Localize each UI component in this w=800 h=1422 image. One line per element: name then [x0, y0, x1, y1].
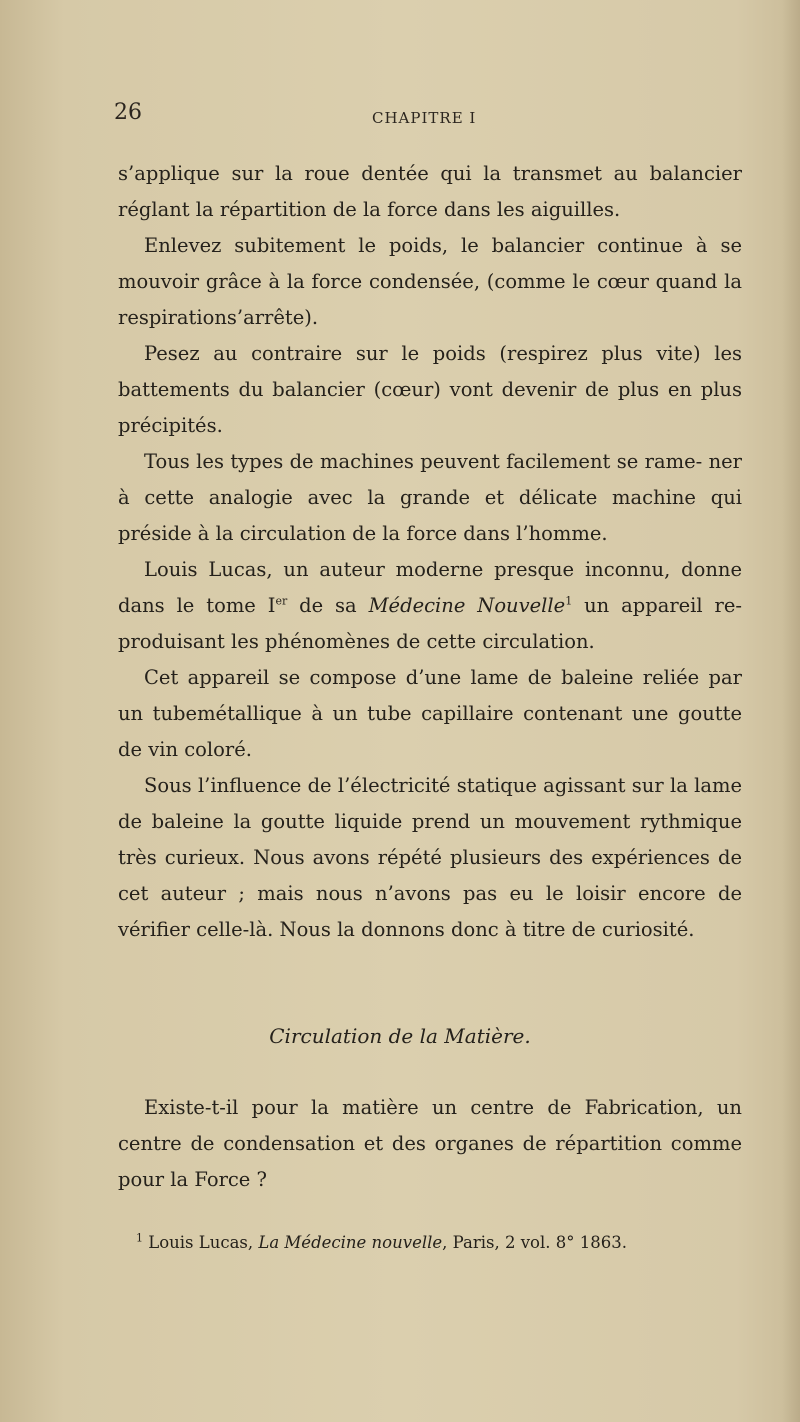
footnote	[136, 1233, 756, 1252]
paragraph: Cet appareil se compose d’une lame de baleine reliée par un tubemétallique à un tube capillaire contenant une goutte de vin coloré.	[118, 666, 742, 761]
body-text	[118, 156, 742, 948]
footnote-marker: 1	[136, 1231, 143, 1245]
footnote-author: Louis Lucas,	[143, 1233, 259, 1252]
paragraph-text: de sa	[287, 594, 369, 617]
paragraph-text: Louis Lucas, un auteur moderne presque inconnu, donne dans le tome I	[118, 558, 742, 617]
paragraph-with-footnote-ref	[118, 552, 742, 660]
section-title: Circulation de la Matière.	[269, 1024, 531, 1048]
paragraph: Sous l’influence de l’électricité statique agissant sur la lame de baleine la goutte liquide prend un mouvement rythmique très curieux. Nous avons répété plusieurs des expériences de cet auteur ; mais nous n’avons pas eu le loisir encore de vérifier celle-là. Nous la donnons donc à titre de curiosité.	[118, 774, 742, 941]
footnote-reference: 1	[565, 594, 573, 608]
ordinal-superscript: er	[275, 594, 288, 608]
paragraph: Tous les types de machines peuvent facilement se rame- ner à cette analogie avec la grande et délicate machine qui préside à la circulation de la force dans l’homme.	[118, 450, 742, 545]
book-title: Médecine Nouvelle	[368, 594, 566, 617]
page-edge-shadow	[782, 0, 800, 1422]
footnote-title: La Médecine nouvelle	[258, 1233, 443, 1252]
page-number: 26	[114, 100, 142, 125]
section-body	[118, 1090, 742, 1198]
footnote-details: , Paris, 2 vol. 8° 1863.	[442, 1233, 627, 1252]
paragraph: s’applique sur la roue dentée qui la transmet au balancier réglant la répartition de la force dans les aiguilles.	[118, 162, 742, 221]
running-head: CHAPITRE I	[372, 109, 477, 127]
page-header	[0, 100, 800, 134]
paragraph: Existe-t-il pour la matière un centre de Fabrication, un centre de condensation et des organes de répartition comme pour la Force ?	[118, 1096, 742, 1191]
paragraph: Pesez au contraire sur le poids (respirez plus vite) les battements du balancier (cœur) vont devenir de plus en plus précipités.	[118, 342, 742, 437]
paragraph: Enlevez subitement le poids, le balancier continue à se mouvoir grâce à la force condensée, (comme le cœur quand la respirations’arrête).	[118, 234, 742, 329]
paragraph-text: un appareil re- produisant les phénomènes de cette circulation.	[118, 594, 743, 653]
